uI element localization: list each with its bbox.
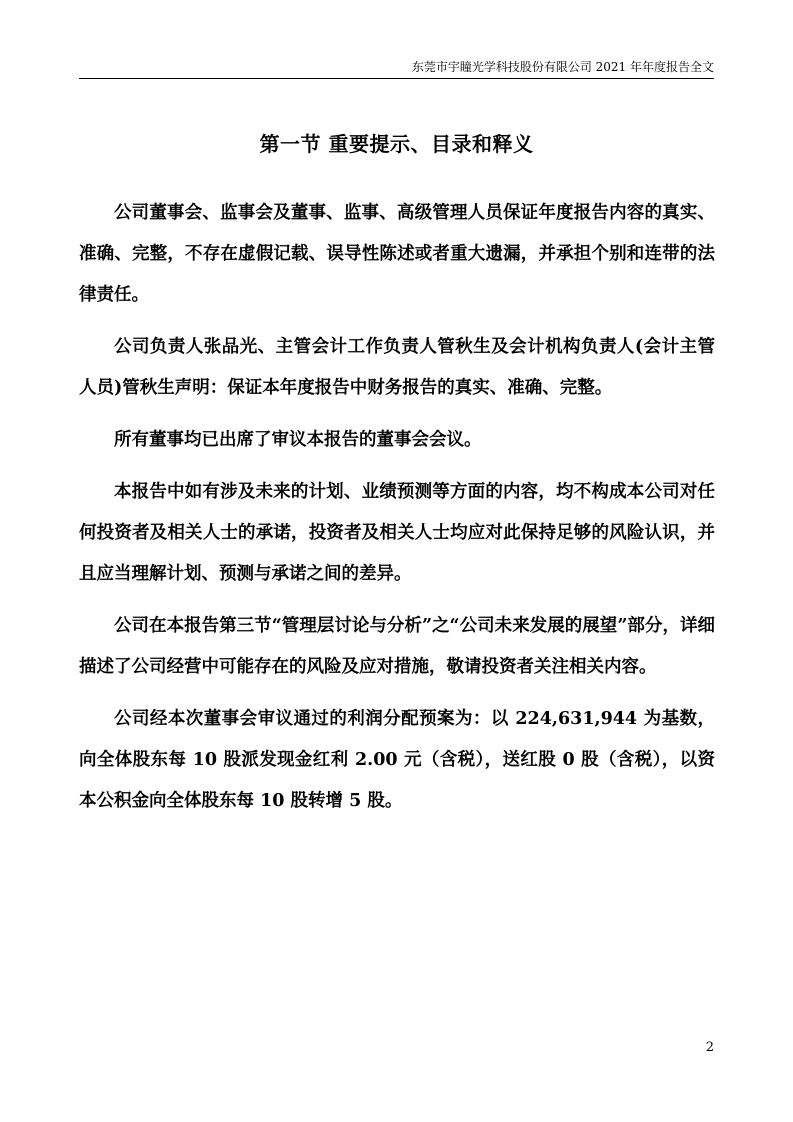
- paragraph-risk-notice: 公司在本报告第三节“管理层讨论与分析”之“公司未来发展的展望”部分，详细描述了公司经营中可能存在的风险及应对措施，敬请投资者关注相关内容。: [79, 616, 715, 677]
- paragraph-responsibility-statement: 公司董事会、监事会及董事、监事、高级管理人员保证年度报告内容的真实、准确、完整，不存在虚假记载、误导性陈述或者重大遗漏，并承担个别和连带的法律责任。: [79, 203, 715, 305]
- paragraph-board-attendance: 所有董事均已出席了审议本报告的董事会会议。: [114, 430, 482, 450]
- paragraph-forward-looking-disclaimer: 本报告中如有涉及未来的计划、业绩预测等方面的内容，均不构成本公司对任何投资者及相关人士的承诺，投资者及相关人士均应对此保持足够的风险认识，并且应当理解计划、预测与承诺之间的差异。: [79, 482, 715, 584]
- page-number: 2: [705, 1040, 714, 1055]
- paragraph-profit-distribution: 公司经本次董事会审议通过的利润分配预案为：以 224,631,944 为基数，向全体股东每 10 股派发现金红利 2.00 元（含税），送红股 0 股（含税），以资本公积金向全体股东每 10 股转增 5 股。: [79, 709, 715, 811]
- header-divider: [79, 78, 714, 79]
- paragraph-financial-report-declaration: 公司负责人张品光、主管会计工作负责人管秋生及会计机构负责人(会计主管人员)管秋生声明：保证本年度报告中财务报告的真实、准确、完整。: [79, 337, 715, 398]
- page-header: 东莞市宇瞳光学科技股份有限公司 2021 年年度报告全文: [411, 60, 714, 74]
- section-title: 第一节 重要提示、目录和释义: [259, 132, 534, 156]
- document-body: [79, 193, 715, 833]
